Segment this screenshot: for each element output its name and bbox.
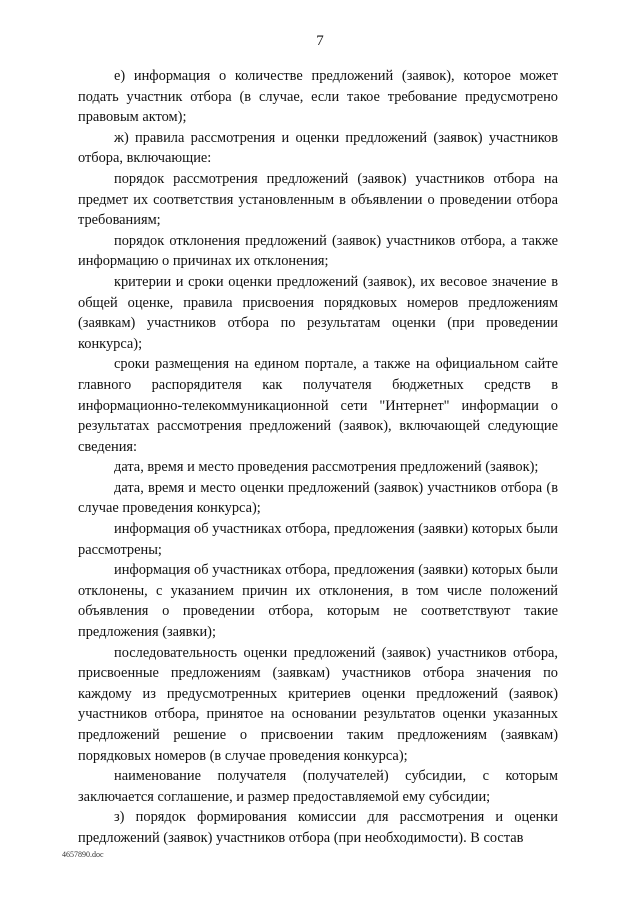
page-number: 7 xyxy=(316,33,324,49)
paragraph-evaluation-sequence: последовательность оценки предложений (заявок) участников отбора, присвоенные предложениям (заявкам) участников отбора значения по каждому из предусмотренных критериев оценки предложений (заявок) участников отбора, принятое на основании результатов оценки указанных предложений решение о присвоении таким предложениям (заявкам) порядковых номеров (в случае проведения конкурса); xyxy=(78,644,558,764)
paragraph-rejected-participants: информация об участниках отбора, предложения (заявки) которых были отклонены, с указанием причин их отклонения, в том числе положений объявления о проведении отбора, которым не соответствуют такие предложения (заявки); xyxy=(78,562,558,641)
paragraph-zh-evaluation-rules: ж) правила рассмотрения и оценки предложений (заявок) участников отбора, включающие: xyxy=(78,129,558,167)
paragraph-publication-terms: сроки размещения на едином портале, а также на официальном сайте главного распорядителя как получателя бюджетных средств в информационно-телекоммуникационной сети "Интернет" информации о результатах рассмотрения предложений (заявок), включающей следующие сведения: xyxy=(78,356,558,455)
file-name-footer: 4657890.doc xyxy=(62,850,104,859)
paragraph-reviewed-participants: информация об участниках отбора, предложения (заявки) которых были рассмотрены; xyxy=(78,521,558,558)
paragraph-evaluation-criteria: критерии и сроки оценки предложений (заявок), их весовое значение в общей оценке, правила присвоения порядковых номеров предложениям (заявкам) участников отбора по результатам оценки (при проведении конкурса); xyxy=(78,273,558,352)
paragraph-recipient-name: наименование получателя (получателей) субсидии, с которым заключается соглашение, и размер предоставляемой ему субсидии; xyxy=(78,768,558,805)
paragraph-z-commission: з) порядок формирования комиссии для рассмотрения и оценки предложений (заявок) участников отбора (при необходимости). В состав xyxy=(78,809,558,846)
paragraph-rejection-procedure: порядок отклонения предложений (заявок) участников отбора, а также информацию о причинах их отклонения; xyxy=(78,232,558,270)
paragraph-e-proposal-count: е) информация о количестве предложений (заявок), которое может подать участник отбора (в случае, если такое требование предусмотрено правовым актом); xyxy=(78,68,558,126)
document-body xyxy=(78,66,558,849)
paragraph-evaluation-date: дата, время и место оценки предложений (заявок) участников отбора (в случае проведения конкурса); xyxy=(78,479,558,517)
paragraph-review-procedure: порядок рассмотрения предложений (заявок) участников отбора на предмет их соответствия установленным в объявлении о проведении отбора требованиям; xyxy=(78,170,558,229)
paragraph-review-date: дата, время и место проведения рассмотрения предложений (заявок); xyxy=(114,459,539,476)
